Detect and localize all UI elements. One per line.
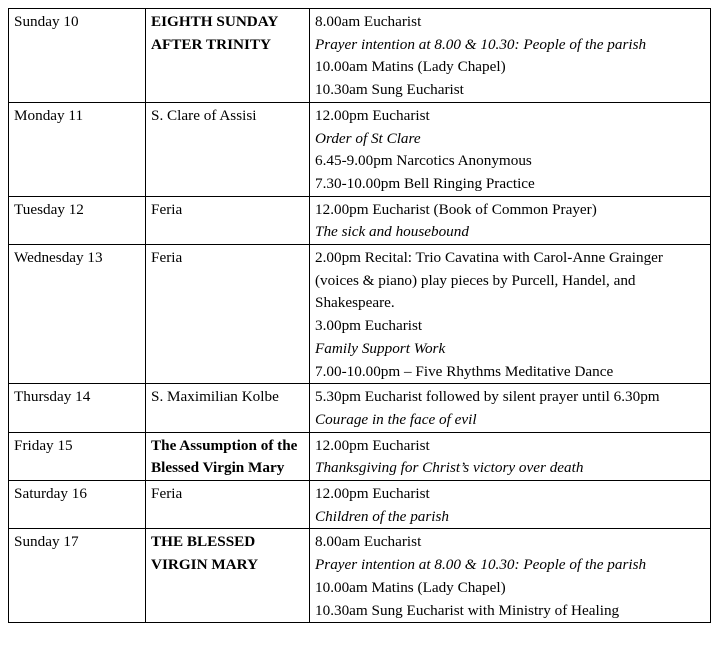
schedule-row	[9, 196, 711, 244]
feast-cell: S. Maximilian Kolbe	[146, 384, 310, 432]
events-cell	[310, 196, 711, 244]
feast-cell: EIGHTH SUNDAY AFTER TRINITY	[146, 9, 310, 103]
prayer-intention: Thanksgiving for Christ’s victory over death	[315, 459, 584, 477]
schedule-row	[9, 432, 711, 480]
event-item: 5.30pm Eucharist followed by silent prayer until 6.30pm	[315, 388, 660, 406]
event-item: 12.00pm Eucharist	[315, 106, 430, 124]
events-cell	[310, 529, 711, 623]
events-cell	[310, 481, 711, 529]
event-item: 10.30am Sung Eucharist	[315, 81, 464, 99]
schedule-row	[9, 529, 711, 623]
event-item: 8.00am Eucharist	[315, 533, 422, 551]
event-item: 10.00am Matins (Lady Chapel)	[315, 58, 506, 76]
event-item: 10.00am Matins (Lady Chapel)	[315, 578, 506, 596]
feast-cell: THE BLESSED VIRGIN MARY	[146, 529, 310, 623]
day-cell: Monday 11	[9, 102, 146, 196]
prayer-intention: Children of the parish	[315, 507, 450, 525]
event-item: 7.30-10.00pm Bell Ringing Practice	[315, 174, 535, 192]
schedule-row	[9, 245, 711, 384]
feast-cell: Feria	[146, 245, 310, 384]
prayer-intention: Family Support Work	[315, 339, 446, 357]
feast-cell: Feria	[146, 481, 310, 529]
event-item: 7.00-10.00pm – Five Rhythms Meditative Dance	[315, 362, 614, 380]
feast-cell: The Assumption of the Blessed Virgin Mary	[146, 432, 310, 480]
feast-cell: Feria	[146, 196, 310, 244]
schedule-row	[9, 9, 711, 103]
schedule-row	[9, 481, 711, 529]
prayer-intention: Prayer intention at 8.00 & 10.30: People of the parish	[315, 35, 647, 53]
feast-cell: S. Clare of Assisi	[146, 102, 310, 196]
event-item: 10.30am Sung Eucharist with Ministry of Healing	[315, 601, 620, 619]
prayer-intention: Order of St Clare	[315, 129, 421, 147]
prayer-intention: The sick and housebound	[315, 223, 469, 241]
prayer-intention: Courage in the face of evil	[315, 410, 477, 428]
events-cell	[310, 384, 711, 432]
day-cell: Thursday 14	[9, 384, 146, 432]
event-item: 12.00pm Eucharist (Book of Common Prayer)	[315, 200, 597, 218]
event-item: 8.00am Eucharist	[315, 13, 422, 30]
prayer-intention: Prayer intention at 8.00 & 10.30: People of the parish	[315, 556, 647, 574]
day-cell: Sunday 17	[9, 529, 146, 623]
events-cell	[310, 102, 711, 196]
service-schedule-table	[8, 8, 711, 623]
event-item: 12.00pm Eucharist	[315, 485, 430, 503]
schedule-row	[9, 384, 711, 432]
events-cell	[310, 432, 711, 480]
day-cell: Saturday 16	[9, 481, 146, 529]
events-cell	[310, 9, 711, 103]
schedule-body	[9, 9, 711, 623]
event-item: 12.00pm Eucharist	[315, 436, 430, 454]
day-cell: Sunday 10	[9, 9, 146, 103]
events-cell	[310, 245, 711, 384]
day-cell: Wednesday 13	[9, 245, 146, 384]
event-item: 6.45-9.00pm Narcotics Anonymous	[315, 152, 532, 170]
event-item: 2.00pm Recital: Trio Cavatina with Carol-Anne Grainger (voices & piano) play pieces by Purcell, Handel, and Shakespeare.	[315, 249, 663, 312]
schedule-row	[9, 102, 711, 196]
day-cell: Friday 15	[9, 432, 146, 480]
day-cell: Tuesday 12	[9, 196, 146, 244]
event-item: 3.00pm Eucharist	[315, 317, 423, 335]
